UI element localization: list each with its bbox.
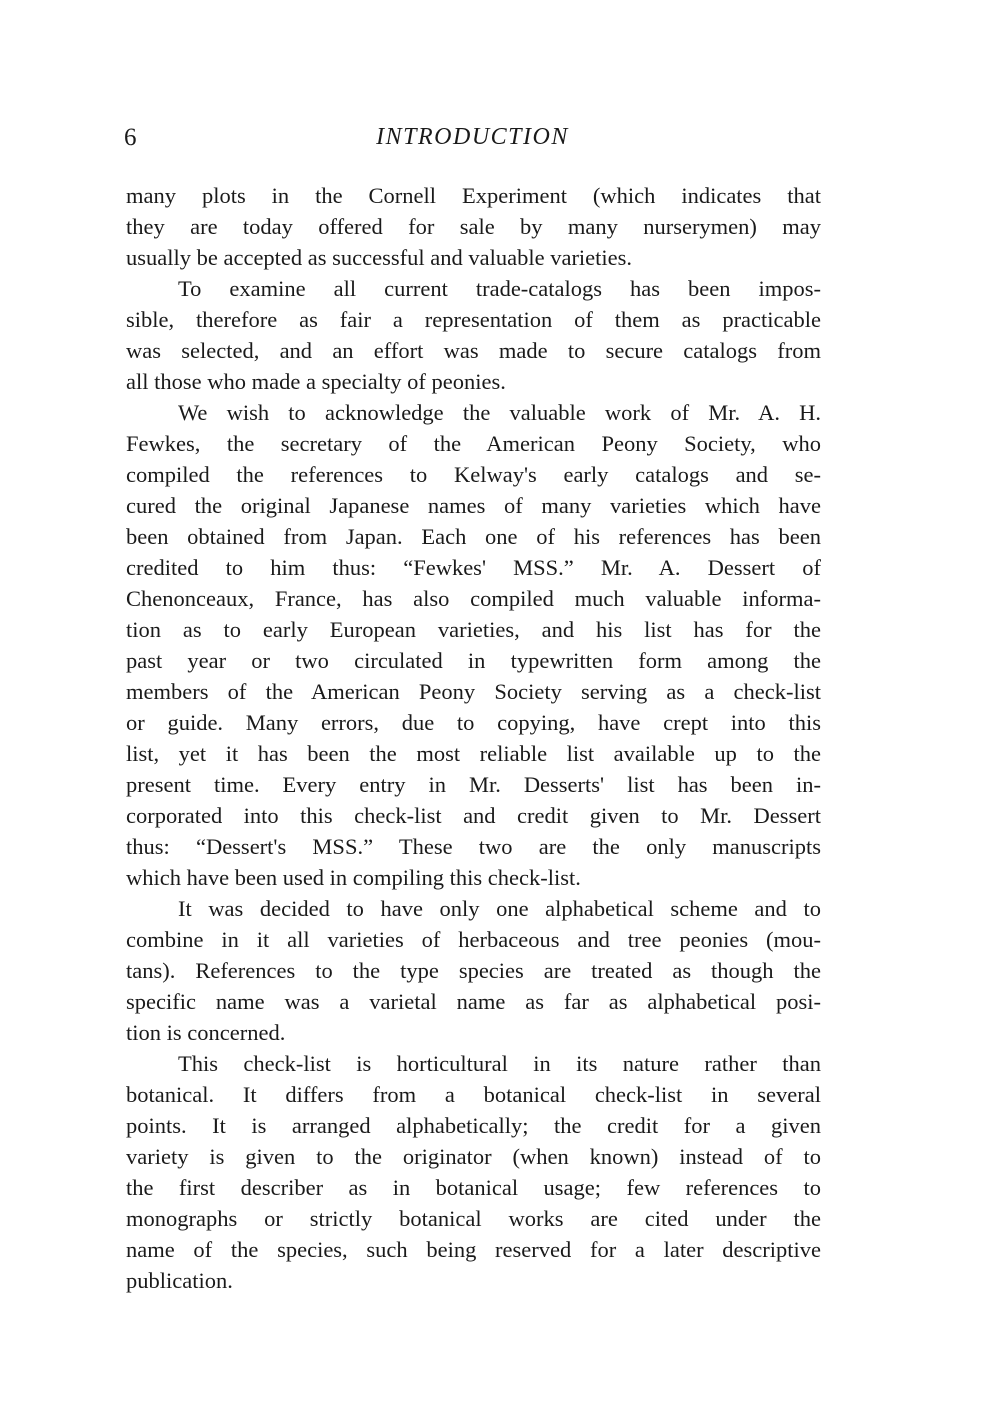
running-head: INTRODUCTION xyxy=(376,124,569,150)
text-line: To examine all current trade-catalogs has been impos- xyxy=(178,276,821,301)
text-line: all those who made a specialty of peonies. xyxy=(126,369,506,394)
text-line: name of the species, such being reserved for a later descriptive xyxy=(126,1237,821,1262)
text-line: We wish to acknowledge the valuable work of Mr. A. H. xyxy=(178,400,821,425)
text-line: or guide. Many errors, due to copying, have crept into this xyxy=(126,710,821,735)
paragraph-1 xyxy=(126,180,821,273)
text-line: sible, therefore as fair a representation of them as practicable xyxy=(126,307,821,332)
paragraph-3 xyxy=(126,397,821,893)
body-text xyxy=(126,180,821,1296)
text-line: they are today offered for sale by many nurserymen) may xyxy=(126,214,821,239)
text-line: past year or two circulated in typewritten form among the xyxy=(126,648,821,673)
text-line: points. It is arranged alphabetically; the credit for a given xyxy=(126,1113,821,1138)
text-line: publication. xyxy=(126,1268,233,1293)
text-line: botanical. It differs from a botanical check-list in several xyxy=(126,1082,821,1107)
text-line: tion is concerned. xyxy=(126,1020,286,1045)
text-line: compiled the references to Kelway's early catalogs and se- xyxy=(126,462,821,487)
text-line: list, yet it has been the most reliable list available up to the xyxy=(126,741,821,766)
text-line: Fewkes, the secretary of the American Peony Society, who xyxy=(126,431,821,456)
text-line: many plots in the Cornell Experiment (which indicates that xyxy=(126,183,821,208)
text-line: tans). References to the type species are treated as though the xyxy=(126,958,821,983)
text-line: which have been used in compiling this check-list. xyxy=(126,865,581,890)
paragraph-4 xyxy=(126,893,821,1048)
text-line: corporated into this check-list and credit given to Mr. Dessert xyxy=(126,803,821,828)
text-line: specific name was a varietal name as far as alphabetical posi- xyxy=(126,989,821,1014)
text-line: was selected, and an effort was made to secure catalogs from xyxy=(126,338,821,363)
text-line: usually be accepted as successful and valuable varieties. xyxy=(126,245,633,270)
text-line: variety is given to the originator (when known) instead of to xyxy=(126,1144,821,1169)
paragraph-5 xyxy=(126,1048,821,1296)
text-line: cured the original Japanese names of many varieties which have xyxy=(126,493,821,518)
text-line: tion as to early European varieties, and his list has for the xyxy=(126,617,821,642)
text-line: thus: “Dessert's MSS.” These two are the only manuscripts xyxy=(126,834,821,859)
text-line: credited to him thus: “Fewkes' MSS.” Mr. A. Dessert of xyxy=(126,555,821,580)
text-line: combine in it all varieties of herbaceous and tree peonies (mou- xyxy=(126,927,821,952)
text-line: members of the American Peony Society serving as a check-list xyxy=(126,679,821,704)
text-line: This check-list is horticultural in its nature rather than xyxy=(178,1051,821,1076)
text-line: the first describer as in botanical usage; few references to xyxy=(126,1175,821,1200)
paragraph-2 xyxy=(126,273,821,397)
text-line: been obtained from Japan. Each one of his references has been xyxy=(126,524,821,549)
text-line: monographs or strictly botanical works are cited under the xyxy=(126,1206,821,1231)
text-line: Chenonceaux, France, has also compiled much valuable informa- xyxy=(126,586,821,611)
text-line: present time. Every entry in Mr. Desserts' list has been in- xyxy=(126,772,821,797)
text-line: It was decided to have only one alphabetical scheme and to xyxy=(178,896,821,921)
page-header xyxy=(124,118,821,158)
page-number: 6 xyxy=(124,124,137,151)
